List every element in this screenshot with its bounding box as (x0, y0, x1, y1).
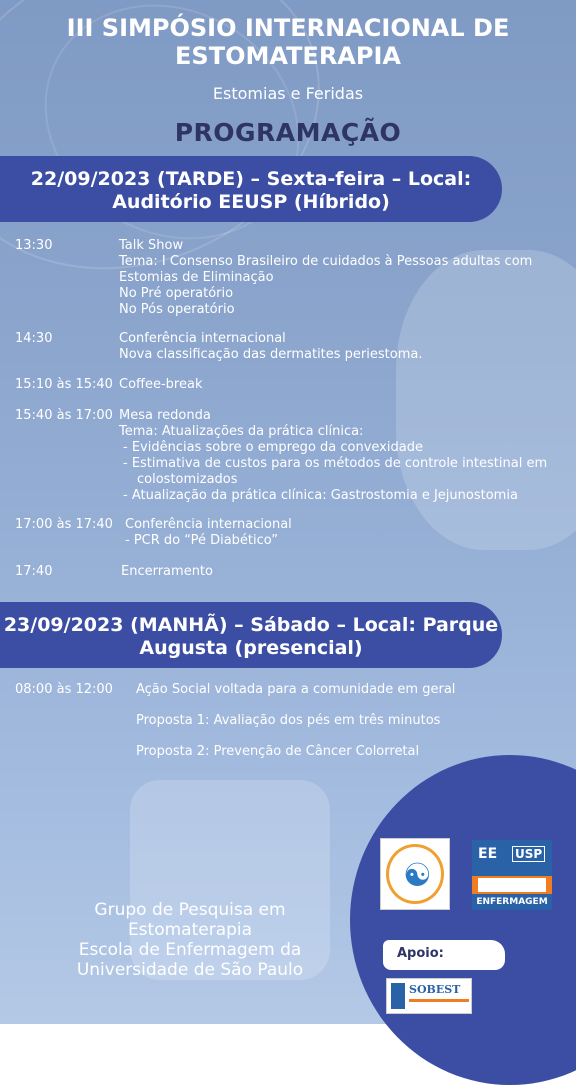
schedule-time: 15:10 às 15:40 (15, 377, 113, 392)
programme-heading: PROGRAMAÇÃO (174, 118, 402, 147)
day2-banner-line2: Augusta (presencial) (139, 637, 363, 659)
research-group-line2: Estomaterapia (127, 920, 253, 940)
schedule-line: Proposta 2: Prevenção de Câncer Colorretal (136, 744, 420, 759)
day1-banner-line1: 22/09/2023 (TARDE) – Sexta-feira – Local: (30, 168, 472, 190)
schedule-line: Ação Social voltada para a comunidade em geral (136, 682, 456, 697)
apoio-label (383, 940, 505, 970)
research-group-line3: Escola de Enfermagem da (78, 940, 302, 960)
apoio-text: Apoio: (397, 946, 444, 961)
logo-ee-text: EE (478, 846, 498, 862)
schedule-time: 13:30 (15, 238, 53, 253)
schedule-description (119, 331, 559, 363)
schedule-time: 17:00 às 17:40 (15, 517, 113, 532)
envelope-icon (478, 878, 546, 892)
research-group-line1: Grupo de Pesquisa em (94, 900, 286, 920)
sobest-text: SOBEST (409, 983, 461, 996)
schedule-description (119, 408, 559, 504)
schedule-line: Estomias de Eliminação (119, 270, 274, 285)
schedule-line: Nova classificação das dermatites periestoma. (119, 347, 423, 362)
research-group (40, 900, 340, 980)
schedule-line: Conferência internacional (119, 331, 286, 346)
schedule-time: 08:00 às 12:00 (15, 682, 113, 697)
schedule-line: colostomizados (137, 472, 238, 487)
event-title-line1: III SIMPÓSIO INTERNACIONAL DE (66, 14, 510, 42)
event-title (0, 14, 576, 70)
schedule-line: Proposta 1: Avaliação dos pés em três minutos (136, 713, 441, 728)
sobest-mark-icon (391, 983, 405, 1009)
day2-banner-line1: 23/09/2023 (MANHÃ) – Sábado – Local: Parque (3, 614, 499, 636)
schedule-line: - Atualização da prática clínica: Gastrostomia e Jejunostomia (123, 488, 518, 503)
day2-banner (0, 602, 502, 668)
schedule-description (121, 564, 561, 580)
sobest-logo (386, 978, 472, 1014)
schedule-line: Conferência internacional (125, 517, 292, 532)
schedule-time: 14:30 (15, 331, 53, 346)
day1-banner-line2: Auditório EEUSP (Híbrido) (112, 191, 390, 213)
event-subtitle: Estomias e Feridas (212, 84, 364, 103)
research-group-line4: Universidade de São Paulo (76, 960, 304, 980)
schedule-line: - Estimativa de custos para os métodos de controle intestinal em (123, 456, 548, 471)
schedule-line: - PCR do “Pé Diabético” (125, 533, 279, 548)
research-group-logo (380, 838, 450, 910)
schedule-line: Tema: Atualizações da prática clínica: (119, 424, 364, 439)
schedule-line: No Pré operatório (119, 286, 234, 301)
schedule-line: Talk Show (119, 238, 184, 253)
schedule-line: No Pós operatório (119, 302, 235, 317)
schedule-time: 17:40 (15, 564, 53, 579)
schedule-description (119, 377, 559, 393)
schedule-description (136, 682, 576, 760)
eeusp-logo (472, 840, 552, 910)
day1-banner (0, 156, 502, 222)
person-icon: ☯ (403, 856, 432, 894)
schedule-line: Tema: I Consenso Brasileiro de cuidados à Pessoas adultas com (119, 254, 533, 269)
schedule-line: Mesa redonda (119, 408, 211, 423)
event-title-line2: ESTOMATERAPIA (175, 42, 401, 70)
schedule-line: - Evidências sobre o emprego da convexidade (123, 440, 423, 455)
logo-usp-text: USP (512, 846, 545, 862)
schedule-description (125, 517, 565, 549)
schedule-line: Coffee-break (119, 377, 203, 392)
schedule-time: 15:40 às 17:00 (15, 408, 113, 423)
logo-enfermagem-text: ENFERMAGEM (472, 894, 552, 910)
schedule-description (119, 238, 559, 318)
schedule-line: Encerramento (121, 564, 213, 579)
